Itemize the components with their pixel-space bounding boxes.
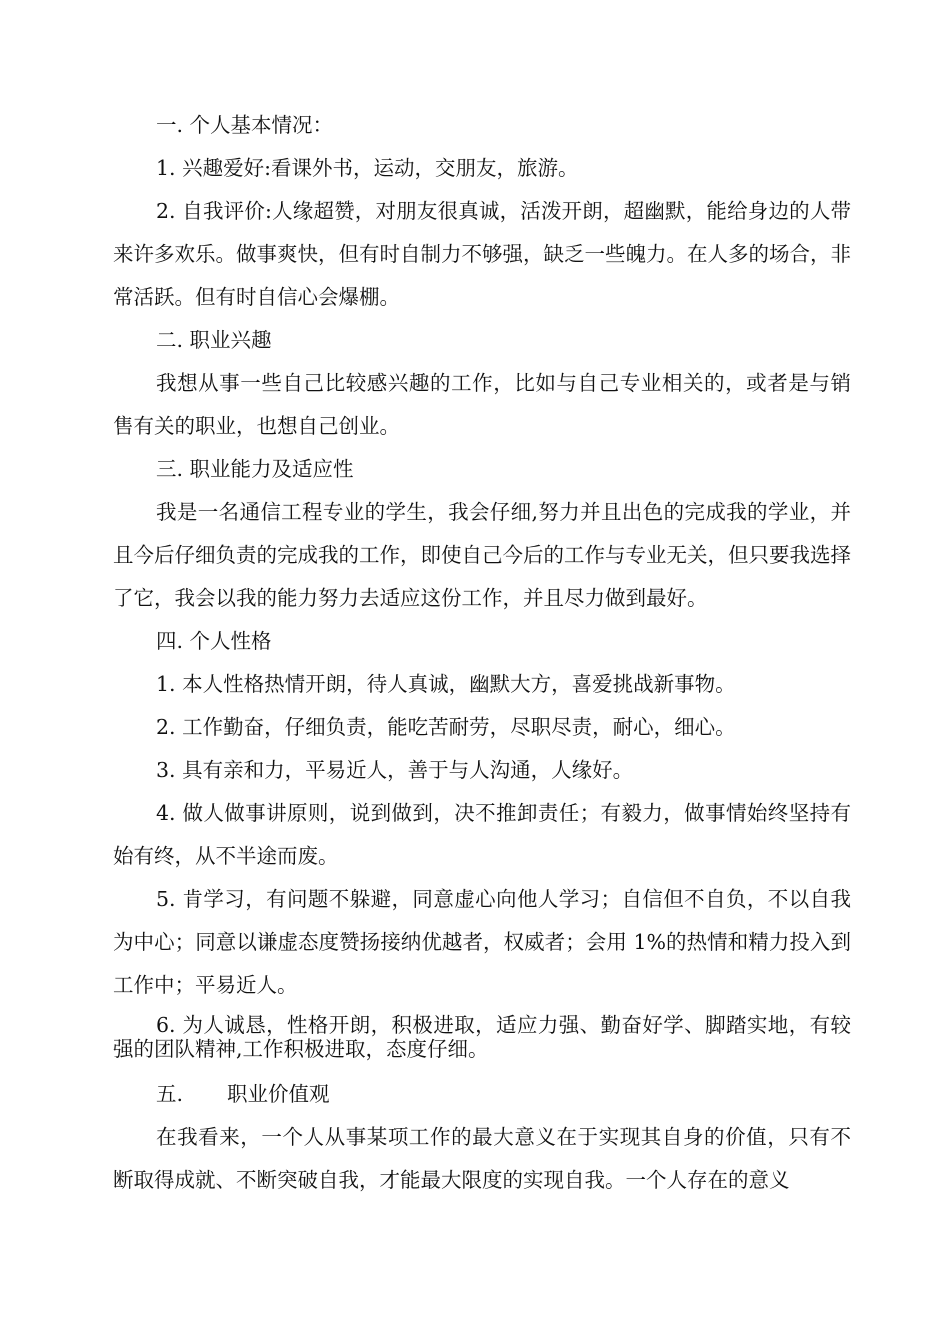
career-interest-paragraph: 我想从事一些自己比较感兴趣的工作，比如与自己专业相关的，或者是与销售有关的职业，也想自己创业。 — [113, 371, 851, 438]
career-values-paragraph: 在我看来，一个人从事某项工作的最大意义在于实现其自身的价值，只有不断取得成就、不断突破自我，才能最大限度的实现自我。一个人存在的意义 — [113, 1125, 851, 1192]
personality-item-4: 4. 做人做事讲原则，说到做到，决不推卸责任；有毅力，做事情始终坚持有始有终，从不半途而废。 — [113, 801, 851, 868]
section-heading-career-values — [113, 1073, 851, 1116]
section-heading-basic-info: 一. 个人基本情况： — [156, 113, 334, 137]
personality-item-6: 6. 为人诚恳，性格开朗，积极进取，适应力强、勤奋好学、脚踏实地，有较强的团队精神,工作积极进取，态度仔细。 — [113, 1013, 851, 1061]
career-ability-paragraph: 我是一名通信工程专业的学生，我会仔细,努力并且出色的完成我的学业，并且今后仔细负责的完成我的工作，即使自己今后的工作与专业无关，但只要我选择了它，我会以我的能力努力去适应这份工作，并且尽力做到最好。 — [113, 500, 851, 610]
section-title: 职业价值观 — [227, 1082, 330, 1106]
document-body — [113, 104, 851, 1202]
section-heading-career-ability: 三. 职业能力及适应性 — [156, 457, 354, 481]
hobbies-paragraph: 1. 兴趣爱好:看课外书，运动，交朋友，旅游。 — [156, 156, 579, 180]
personality-item-5: 5. 肯学习，有问题不躲避，同意虚心向他人学习；自信但不自负，不以自我为中心；同意以谦虚态度赞扬接纳优越者，权威者；会用 1%的热情和精力投入到工作中；平易近人。 — [113, 887, 851, 997]
self-evaluation-paragraph: 2. 自我评价:人缘超赞，对朋友很真诚，活泼开朗，超幽默，能给身边的人带来许多欢乐。做事爽快，但有时自制力不够强，缺乏一些魄力。在人多的场合，非常活跃。但有时自信心会爆棚。 — [113, 199, 851, 309]
personality-item-1: 1. 本人性格热情开朗，待人真诚，幽默大方，喜爱挑战新事物。 — [156, 672, 736, 696]
section-heading-personality: 四. 个人性格 — [156, 629, 272, 653]
personality-item-2: 2. 工作勤奋，仔细负责，能吃苦耐劳，尽职尽责，耐心，细心。 — [156, 715, 736, 739]
section-heading-career-interest: 二. 职业兴趣 — [156, 328, 272, 352]
section-number: 五. — [156, 1082, 184, 1106]
personality-item-3: 3. 具有亲和力，平易近人，善于与人沟通，人缘好。 — [156, 758, 634, 782]
